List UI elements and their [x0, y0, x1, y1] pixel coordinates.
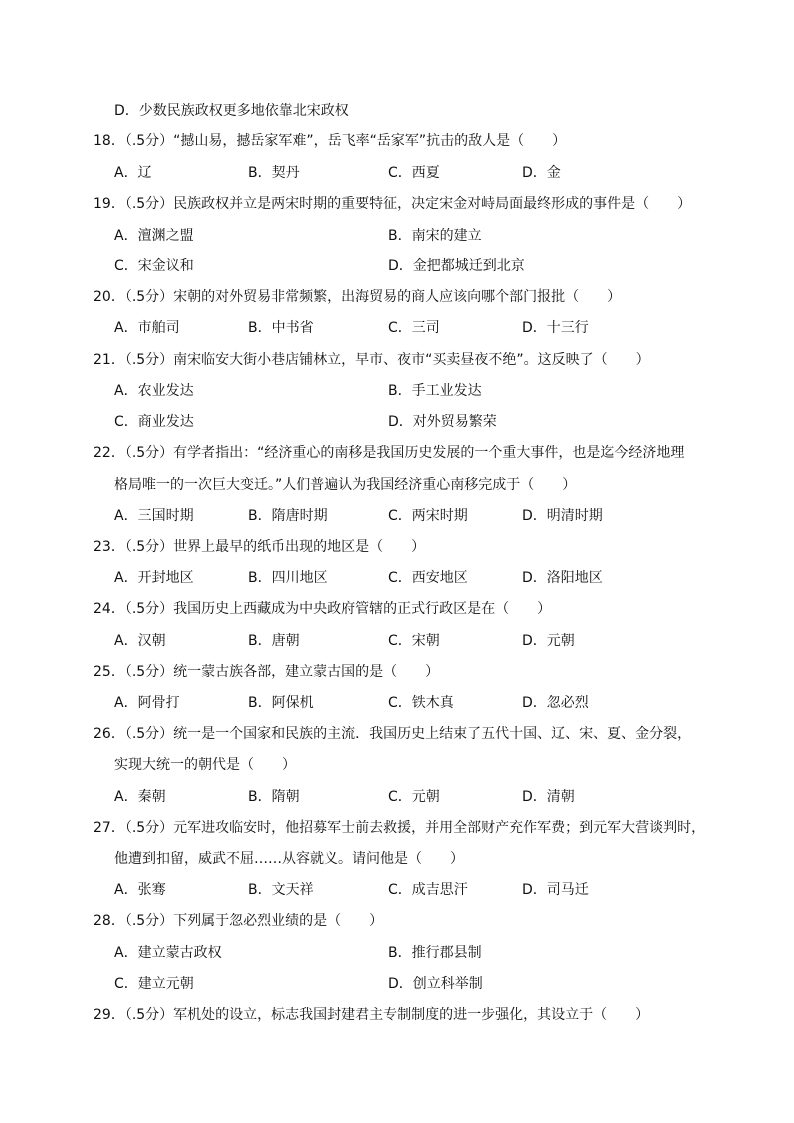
option-a: A．张骞 [114, 882, 166, 898]
option-a: A．阿骨打 [114, 695, 180, 711]
question-26-continued: 实现大统一的朝代是（ ） [114, 757, 296, 773]
option-b: B．契丹 [248, 165, 300, 181]
option-line: D．少数民族政权更多地依靠北宋政权 [114, 103, 349, 119]
question-18: 18．（.5分）“撼山易，撼岳家军难”，岳飞率“岳家军”抗击的敌人是（ ） [93, 133, 567, 149]
option-b: B．阿保机 [248, 695, 314, 711]
option-b: B．推行郡县制 [388, 945, 482, 961]
option-a: A．开封地区 [114, 570, 194, 586]
question-24: 24．（.5分）我国历史上西藏成为中央政府管辖的正式行政区是在（ ） [93, 601, 552, 617]
option-c: C．两宋时期 [388, 508, 468, 524]
option-c: C．元朝 [388, 789, 440, 805]
option-d: D．清朝 [522, 789, 575, 805]
question-27: 27．（.5分）元军进攻临安时，他招募军士前去救援，并用全部财产充作军费；到元军大营谈判时， [93, 820, 706, 836]
question-26: 26．（.5分）统一是一个国家和民族的主流．我国历史上结束了五代十国、辽、宋、夏、金分裂， [93, 726, 692, 742]
question-25: 25．（.5分）统一蒙古族各部，建立蒙古国的是（ ） [93, 664, 440, 680]
option-c: C．西夏 [388, 165, 440, 181]
question-19: 19．（.5分）民族政权并立是两宋时期的重要特征，决定宋金对峙局面最终形成的事件是（ ） [93, 196, 692, 212]
option-b: B．隋朝 [248, 789, 300, 805]
option-a: A．三国时期 [114, 508, 194, 524]
option-d: D．忽必烈 [522, 695, 589, 711]
option-d: D．金 [522, 165, 561, 181]
option-d: D．对外贸易繁荣 [388, 414, 497, 430]
option-d: D．明清时期 [522, 508, 603, 524]
question-29: 29．（.5分）军机处的设立，标志我国封建君主专制制度的进一步强化，其设立于（ ） [93, 1007, 650, 1023]
option-a: A．澶渊之盟 [114, 228, 194, 244]
question-23: 23．（.5分）世界上最早的纸币出现的地区是（ ） [93, 539, 426, 555]
question-22: 22．（.5分）有学者指出：“经济重心的南移是我国历史发展的一个重大事件，也是迄今经济地理 [93, 445, 685, 461]
option-b: B．南宋的建立 [388, 228, 482, 244]
option-c: C．成吉思汗 [388, 882, 468, 898]
option-c: C．铁木真 [388, 695, 454, 711]
question-28: 28．（.5分）下列属于忽必烈业绩的是（ ） [93, 913, 384, 929]
option-a: A．秦朝 [114, 789, 166, 805]
option-b: B．中书省 [248, 320, 314, 336]
question-27-continued: 他遭到扣留，威武不屈……从容就义。请问他是（ ） [114, 851, 464, 867]
option-a: A．建立蒙古政权 [114, 945, 222, 961]
option-c: C．商业发达 [114, 414, 194, 430]
option-d: D．创立科举制 [388, 976, 483, 992]
option-c: C．建立元朝 [114, 976, 194, 992]
question-21: 21．（.5分）南宋临安大街小巷店铺林立，早市、夜市“买卖昼夜不绝”。这反映了（ ） [93, 352, 650, 368]
option-c: C．三司 [388, 320, 440, 336]
option-c: C．宋朝 [388, 633, 440, 649]
option-b: B．隋唐时期 [248, 508, 328, 524]
option-b: B．文天祥 [248, 882, 314, 898]
option-b: B．唐朝 [248, 633, 300, 649]
option-d: D．元朝 [522, 633, 575, 649]
option-b: B．四川地区 [248, 570, 328, 586]
option-a: A．辽 [114, 165, 152, 181]
option-a: A．市舶司 [114, 320, 180, 336]
option-d: D．金把都城迁到北京 [388, 258, 525, 274]
option-c: C．宋金议和 [114, 258, 194, 274]
question-22-continued: 格局唯一的一次巨大变迁。”人们普遍认为我国经济重心南移完成于（ ） [114, 477, 577, 493]
option-b: B．手工业发达 [388, 383, 482, 399]
option-d: D．司马迁 [522, 882, 589, 898]
option-c: C．西安地区 [388, 570, 468, 586]
option-d: D．洛阳地区 [522, 570, 603, 586]
option-a: A．汉朝 [114, 633, 166, 649]
option-d: D．十三行 [522, 320, 589, 336]
option-a: A．农业发达 [114, 383, 194, 399]
question-20: 20．（.5分）宋朝的对外贸易非常频繁，出海贸易的商人应该向哪个部门报批（ ） [93, 289, 622, 305]
